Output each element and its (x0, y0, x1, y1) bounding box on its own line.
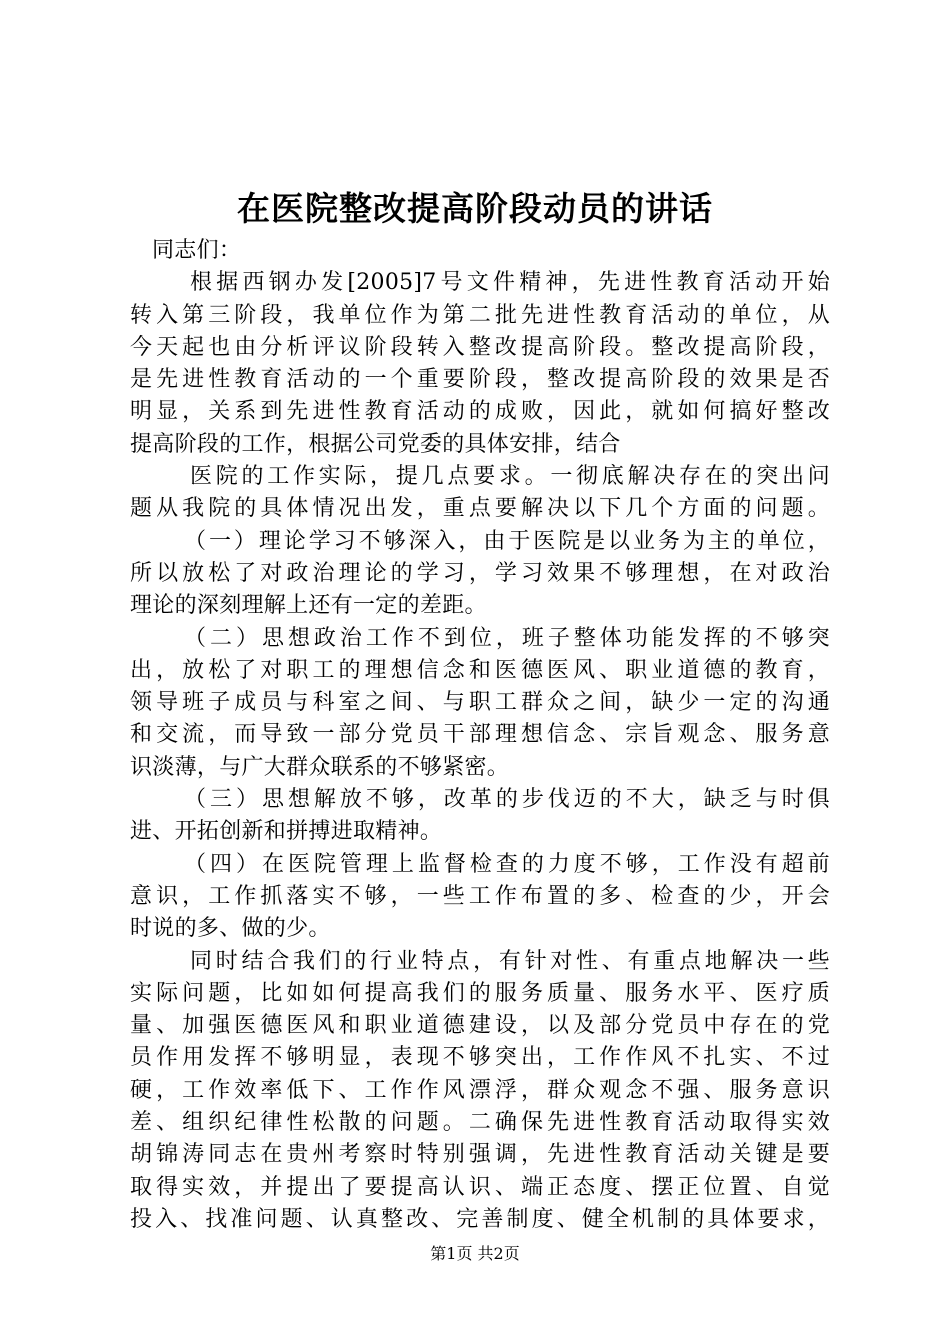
page-number-footer: 第1页 共2页 (430, 1244, 520, 1263)
paragraph-line: 理论的深刻理解上还有一定的差距。 (130, 593, 487, 619)
paragraph-line: （一）理论学习不够深入，由于医院是以业务为主的单位， (184, 528, 830, 554)
paragraph-line: 硬，工作效率低下、工作作风漂浮，群众观念不强、服务意识 (130, 1077, 830, 1103)
paragraph-line: 领导班子成员与科室之间、与职工群众之间，缺少一定的沟通 (130, 690, 830, 716)
paragraph-line: 和交流，而导致一部分党员干部理想信念、宗旨观念、服务意 (130, 722, 830, 748)
paragraph-line: 进、开拓创新和拼搏进取精神。 (130, 819, 443, 845)
document-title: 在医院整改提高阶段动员的讲话 (237, 189, 713, 228)
document-body (130, 235, 830, 1236)
paragraph-line: 实际问题，比如如何提高我们的服务质量、服务水平、医疗质 (130, 980, 830, 1006)
paragraph-line: 提高阶段的工作，根据公司党委的具体安排，结合 (130, 431, 621, 457)
paragraph-line: 胡锦涛同志在贵州考察时特别强调，先进性教育活动关键是要 (130, 1142, 830, 1168)
paragraph-line: 出，放松了对职工的理想信念和医德医风、职业道德的教育， (130, 657, 830, 683)
paragraph-line: 根据西钢办发[2005]7号文件精神，先进性教育活动开始 (190, 270, 830, 296)
paragraph-line: 投入、找准问题、认真整改、完善制度、健全机制的具体要求， (130, 1206, 830, 1232)
paragraph-line: （三）思想解放不够，改革的步伐迈的不大，缺乏与时俱 (184, 787, 830, 813)
paragraph-line: 转入第三阶段，我单位作为第二批先进性教育活动的单位，从 (130, 302, 830, 328)
paragraph-line: 所以放松了对政治理论的学习，学习效果不够理想，在对政治 (130, 560, 830, 586)
paragraph-line: 意识，工作抓落实不够，一些工作布置的多、检查的少，开会 (130, 883, 830, 909)
paragraph-line: （四）在医院管理上监督检查的力度不够，工作没有超前 (184, 851, 830, 877)
paragraph-line: 明显，关系到先进性教育活动的成败，因此，就如何搞好整改 (130, 399, 830, 425)
paragraph-line: （二）思想政治工作不到位，班子整体功能发挥的不够突 (184, 625, 830, 651)
paragraph-line: 同时结合我们的行业特点，有针对性、有重点地解决一些 (190, 948, 830, 974)
paragraph-line: 是先进性教育活动的一个重要阶段，整改提高阶段的效果是否 (130, 367, 830, 393)
paragraph-line: 今天起也由分析评议阶段转入整改提高阶段。整改提高阶段， (130, 334, 830, 360)
paragraph-line: 取得实效，并提出了要提高认识、端正态度、摆正位置、自觉 (130, 1174, 830, 1200)
paragraph-line: 量、加强医德医风和职业道德建设，以及部分党员中存在的党 (130, 1013, 830, 1039)
paragraph-line: 差、组织纪律性松散的问题。二确保先进性教育活动取得实效 (130, 1110, 830, 1136)
paragraph-line: 员作用发挥不够明显，表现不够突出，工作作风不扎实、不过 (130, 1045, 830, 1071)
paragraph-line: 医院的工作实际，提几点要求。一彻底解决存在的突出问 (190, 464, 830, 490)
paragraph-line: 时说的多、做的少。 (130, 916, 331, 942)
paragraph-line: 题从我院的具体情况出发，重点要解决以下几个方面的问题。 (130, 496, 830, 522)
paragraph-line: 识淡薄，与广大群众联系的不够紧密。 (130, 754, 510, 780)
salutation-line: 同志们： (152, 238, 242, 263)
